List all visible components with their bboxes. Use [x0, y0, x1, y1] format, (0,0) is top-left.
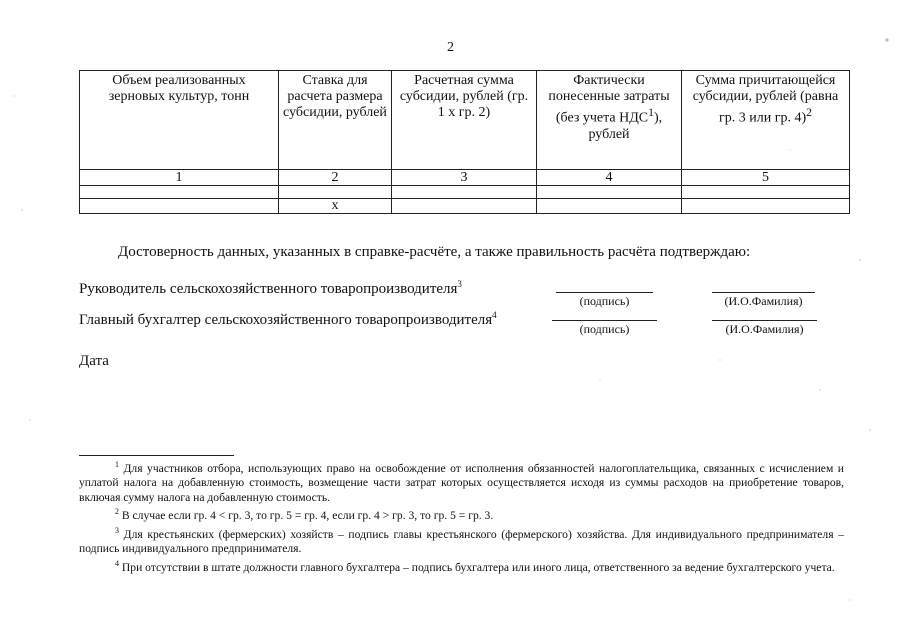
- header-actual-costs-tail: ), рублей: [588, 110, 663, 142]
- head-signature-caption: (подпись): [579, 294, 630, 308]
- header-subsidy-due: [682, 71, 850, 170]
- column-number: 2: [279, 170, 392, 186]
- table-cell: [80, 186, 279, 199]
- table-cell: [392, 199, 537, 214]
- footnote-ref: 1: [648, 106, 654, 119]
- footnote-3: [79, 524, 844, 557]
- table-cell: [392, 186, 537, 199]
- header-calculated-sum: Расчетная сумма субсидии, рублей (гр. 1 х гр. 2): [392, 71, 537, 170]
- footnote-1: [79, 458, 844, 505]
- footnote-number: 4: [115, 558, 119, 568]
- footnote-ref: 2: [806, 106, 812, 119]
- footnote-2: [79, 505, 844, 523]
- header-subsidy-due-text: Сумма причитающейся субсидии, рублей (равна гр. 3 или гр. 4): [692, 73, 839, 126]
- table-cell: [279, 186, 392, 199]
- footnote-text: В случае если гр. 4 < гр. 3, то гр. 5 = гр. 4, если гр. 4 > гр. 3, то гр. 5 = гр. 3.: [121, 509, 494, 523]
- accountant-signature-caption: (подпись): [579, 322, 630, 336]
- table-cell: [80, 199, 279, 214]
- table-row-empty: [80, 186, 850, 199]
- footnote-number: 2: [115, 507, 119, 517]
- head-name-caption: (И.О.Фамилия): [724, 294, 803, 308]
- head-signature-row: [79, 279, 462, 298]
- column-number: 1: [80, 170, 279, 186]
- header-rate: Ставка для расчета размера субсидии, рублей: [279, 71, 392, 170]
- accountant-name-line: [712, 320, 817, 321]
- column-number-row: [80, 170, 850, 186]
- column-number: 5: [682, 170, 850, 186]
- head-signature-line: [556, 292, 653, 293]
- footnote-separator: [79, 455, 234, 456]
- footnote-text: Для участников отбора, использующих право на освобождение от исполнения обязанностей налогоплательщика, связанных с исчислением и уплатой налога на добавленную стоимость, возмещение части затрат которых осуществляется исходя из суммы расходов на приобретение товаров, включая сумму налога на добавленную стоимость.: [79, 461, 845, 504]
- footnote-ref: 3: [457, 279, 462, 289]
- head-role-label: Руководитель сельскохозяйственного товаропроизводителя: [79, 281, 458, 297]
- table-header-row: [80, 71, 850, 170]
- footnote-4: [79, 557, 844, 575]
- header-volume: Объем реализованных зерновых культур, тонн: [80, 71, 279, 170]
- footnotes: [79, 458, 844, 575]
- footnote-ref: 4: [492, 310, 497, 320]
- table-row-rate: [80, 199, 850, 214]
- footnote-number: 3: [115, 525, 119, 535]
- table-cell: [537, 199, 682, 214]
- page-number: 2: [447, 40, 454, 55]
- header-actual-costs-text: Фактически понесенные затраты (без учета НДС: [548, 73, 670, 126]
- header-actual-costs: [537, 71, 682, 170]
- accountant-role-label: Главный бухгалтер сельскохозяйственного товаропроизводителя: [79, 312, 493, 328]
- footnote-number: 1: [115, 460, 119, 469]
- footnote-text: Для крестьянских (фермерских) хозяйств – подпись главы крестьянского (фермерского) хозяйства. Для индивидуального предпринимателя – подпись индивидуального предпринимателя.: [79, 527, 844, 556]
- column-number: 4: [537, 170, 682, 186]
- accountant-signature-line: [552, 320, 657, 321]
- table-cell: [682, 186, 850, 199]
- accountant-signature-row: [79, 310, 497, 329]
- head-name-line: [712, 292, 815, 293]
- subsidy-calculation-table: [79, 70, 850, 214]
- footnote-text: При отсутствии в штате должности главного бухгалтера – подпись бухгалтера или иного лица, ответственного за ведение бухгалтерского учета.: [121, 560, 835, 574]
- date-label: Дата: [79, 353, 109, 369]
- table-cell: [537, 186, 682, 199]
- accountant-name-caption: (И.О.Фамилия): [725, 322, 804, 336]
- rate-x-mark: х: [279, 199, 392, 214]
- table-cell: [682, 199, 850, 214]
- column-number: 3: [392, 170, 537, 186]
- confirmation-statement: Достоверность данных, указанных в справке-расчёте, а также правильность расчёта подтверждаю:: [118, 244, 751, 260]
